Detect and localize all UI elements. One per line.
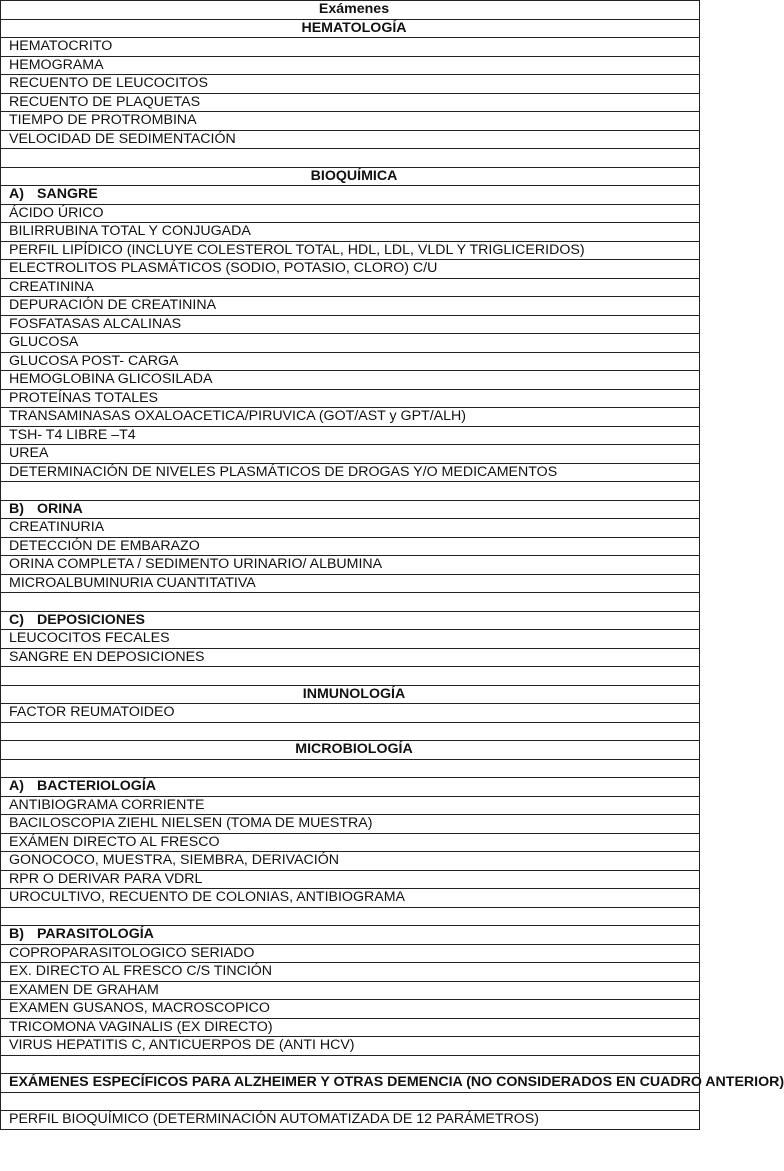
subsection-label: BACTERIOLOGÍA xyxy=(37,778,157,795)
table-row xyxy=(1,260,700,279)
exam-item: EXÁMEN DIRECTO AL FRESCO xyxy=(1,833,700,852)
table-row xyxy=(1,870,700,889)
exam-item: GLUCOSA xyxy=(1,334,700,353)
section-header: HEMATOLOGÍA xyxy=(1,19,700,38)
table-title: Exámenes xyxy=(1,1,700,20)
subsection-header xyxy=(1,611,700,630)
exam-item: BILIRRUBINA TOTAL Y CONJUGADA xyxy=(1,223,700,242)
blank-row xyxy=(1,907,700,926)
table-row xyxy=(1,445,700,464)
exam-item: TSH- T4 LIBRE –T4 xyxy=(1,426,700,445)
table-row xyxy=(1,815,700,834)
exam-item: COPROPARASITOLOGICO SERIADO xyxy=(1,944,700,963)
table-row xyxy=(1,352,700,371)
table-row xyxy=(1,630,700,649)
table-row xyxy=(1,278,700,297)
table-row xyxy=(1,833,700,852)
exam-item: EXAMEN GUSANOS, MACROSCOPICO xyxy=(1,1000,700,1019)
exam-item: PROTEÍNAS TOTALES xyxy=(1,389,700,408)
blank-row xyxy=(1,149,700,168)
blank-row xyxy=(1,759,700,778)
exam-item: GLUCOSA POST- CARGA xyxy=(1,352,700,371)
exam-item: RECUENTO DE PLAQUETAS xyxy=(1,93,700,112)
table-row xyxy=(1,1018,700,1037)
subsection-letter: B) xyxy=(9,926,24,943)
table-row xyxy=(1,204,700,223)
blank-row xyxy=(1,1055,700,1074)
blank-cell xyxy=(1,482,700,501)
subsection-header xyxy=(1,186,700,205)
table-row xyxy=(1,944,700,963)
subsection-letter: C) xyxy=(9,611,24,628)
exam-item: LEUCOCITOS FECALES xyxy=(1,630,700,649)
table-row xyxy=(1,648,700,667)
table-row xyxy=(1,963,700,982)
table-row xyxy=(1,93,700,112)
table-row xyxy=(1,389,700,408)
table-row xyxy=(1,796,700,815)
blank-cell xyxy=(1,1055,700,1074)
subsection-row xyxy=(1,778,700,797)
exam-item: HEMATOCRITO xyxy=(1,38,700,57)
blank-row xyxy=(1,1092,700,1111)
exams-table-body xyxy=(1,1,784,1130)
table-row xyxy=(1,556,700,575)
exam-item: TIEMPO DE PROTROMBINA xyxy=(1,112,700,131)
table-row xyxy=(1,704,700,723)
table-row xyxy=(1,426,700,445)
table-row xyxy=(1,75,700,94)
subsection-row xyxy=(1,500,700,519)
table-row xyxy=(1,1000,700,1019)
blank-row xyxy=(1,482,700,501)
subsection-row xyxy=(1,186,700,205)
exam-item: RECUENTO DE LEUCOCITOS xyxy=(1,75,700,94)
exam-item: DETERMINACIÓN DE NIVELES PLASMÁTICOS DE DROGAS Y/O MEDICAMENTOS xyxy=(1,463,700,482)
exam-item: BACILOSCOPIA ZIEHL NIELSEN (TOMA DE MUESTRA) xyxy=(1,815,700,834)
blank-row xyxy=(1,722,700,741)
exam-item: EX. DIRECTO AL FRESCO C/S TINCIÓN xyxy=(1,963,700,982)
blank-cell xyxy=(1,667,700,686)
subsection-header xyxy=(1,778,700,797)
exam-item: UREA xyxy=(1,445,700,464)
exam-item: DEPURACIÓN DE CREATININA xyxy=(1,297,700,316)
subsection-label: DEPOSICIONES xyxy=(37,611,146,628)
table-row xyxy=(1,334,700,353)
exam-item: UROCULTIVO, RECUENTO DE COLONIAS, ANTIBIOGRAMA xyxy=(1,889,700,908)
exam-item: CREATININA xyxy=(1,278,700,297)
subsection-header xyxy=(1,926,700,945)
blank-cell xyxy=(1,593,700,612)
exam-item: FOSFATASAS ALCALINAS xyxy=(1,315,700,334)
section-header-row xyxy=(1,19,700,38)
table-row xyxy=(1,1037,700,1056)
table-row xyxy=(1,297,700,316)
table-row xyxy=(1,574,700,593)
exam-item: VELOCIDAD DE SEDIMENTACIÓN xyxy=(1,130,700,149)
exam-item: SANGRE EN DEPOSICIONES xyxy=(1,648,700,667)
table-row xyxy=(1,408,700,427)
table-row xyxy=(1,241,700,260)
table-row xyxy=(1,315,700,334)
table-row xyxy=(1,889,700,908)
subsection-row xyxy=(1,611,700,630)
table-row xyxy=(1,112,700,131)
section-header: INMUNOLOGÍA xyxy=(1,685,700,704)
section-header-row xyxy=(1,167,700,186)
blank-row xyxy=(1,593,700,612)
blank-cell xyxy=(1,759,700,778)
section-header-row xyxy=(1,1074,700,1093)
exam-item: PERFIL BIOQUÍMICO (DETERMINACIÓN AUTOMATIZADA DE 12 PARÁMETROS) xyxy=(1,1111,700,1130)
subsection-letter: A) xyxy=(9,186,24,203)
exam-item: TRICOMONA VAGINALIS (EX DIRECTO) xyxy=(1,1018,700,1037)
section-header: EXÁMENES ESPECÍFICOS PARA ALZHEIMER Y OTRAS DEMENCIA (NO CONSIDERADOS EN CUADRO ANTERIOR) xyxy=(1,1074,700,1093)
blank-cell xyxy=(1,722,700,741)
exam-item: GONOCOCO, MUESTRA, SIEMBRA, DERIVACIÓN xyxy=(1,852,700,871)
section-header: BIOQUÍMICA xyxy=(1,167,700,186)
table-row xyxy=(1,537,700,556)
table-row xyxy=(1,519,700,538)
blank-row xyxy=(1,667,700,686)
table-row xyxy=(1,1111,700,1130)
subsection-label: PARASITOLOGÍA xyxy=(37,926,154,943)
exam-item: DETECCIÓN DE EMBARAZO xyxy=(1,537,700,556)
table-row xyxy=(1,38,700,57)
exam-item: CREATINURIA xyxy=(1,519,700,538)
exam-item: PERFIL LIPÍDICO (INCLUYE COLESTEROL TOTAL, HDL, LDL, VLDL Y TRIGLICERIDOS) xyxy=(1,241,700,260)
table-row xyxy=(1,463,700,482)
subsection-label: ORINA xyxy=(37,500,83,517)
exam-item: EXAMEN DE GRAHAM xyxy=(1,981,700,1000)
subsection-row xyxy=(1,926,700,945)
exam-item: ORINA COMPLETA / SEDIMENTO URINARIO/ ALBUMINA xyxy=(1,556,700,575)
title-row xyxy=(1,1,700,20)
exam-item: ANTIBIOGRAMA CORRIENTE xyxy=(1,796,700,815)
table-row xyxy=(1,852,700,871)
subsection-letter: B) xyxy=(9,500,24,517)
table-row xyxy=(1,223,700,242)
exam-item: FACTOR REUMATOIDEO xyxy=(1,704,700,723)
subsection-header xyxy=(1,500,700,519)
blank-cell xyxy=(1,907,700,926)
table-row xyxy=(1,371,700,390)
exam-item: VIRUS HEPATITIS C, ANTICUERPOS DE (ANTI HCV) xyxy=(1,1037,700,1056)
section-header-row xyxy=(1,685,700,704)
exam-item: MICROALBUMINURIA CUANTITATIVA xyxy=(1,574,700,593)
exam-item: HEMOGLOBINA GLICOSILADA xyxy=(1,371,700,390)
table-row xyxy=(1,981,700,1000)
table-row xyxy=(1,130,700,149)
exam-item: HEMOGRAMA xyxy=(1,56,700,75)
exam-item: ÁCIDO ÚRICO xyxy=(1,204,700,223)
exam-item: RPR O DERIVAR PARA VDRL xyxy=(1,870,700,889)
section-header: MICROBIOLOGÍA xyxy=(1,741,700,760)
subsection-letter: A) xyxy=(9,778,24,795)
table-row xyxy=(1,56,700,75)
blank-cell xyxy=(1,149,700,168)
section-header-row xyxy=(1,741,700,760)
subsection-label: SANGRE xyxy=(37,186,98,203)
exam-item: ELECTROLITOS PLASMÁTICOS (SODIO, POTASIO, CLORO) C/U xyxy=(1,260,700,279)
exam-item: TRANSAMINASAS OXALOACETICA/PIRUVICA (GOT/AST y GPT/ALH) xyxy=(1,408,700,427)
blank-cell xyxy=(1,1092,700,1111)
